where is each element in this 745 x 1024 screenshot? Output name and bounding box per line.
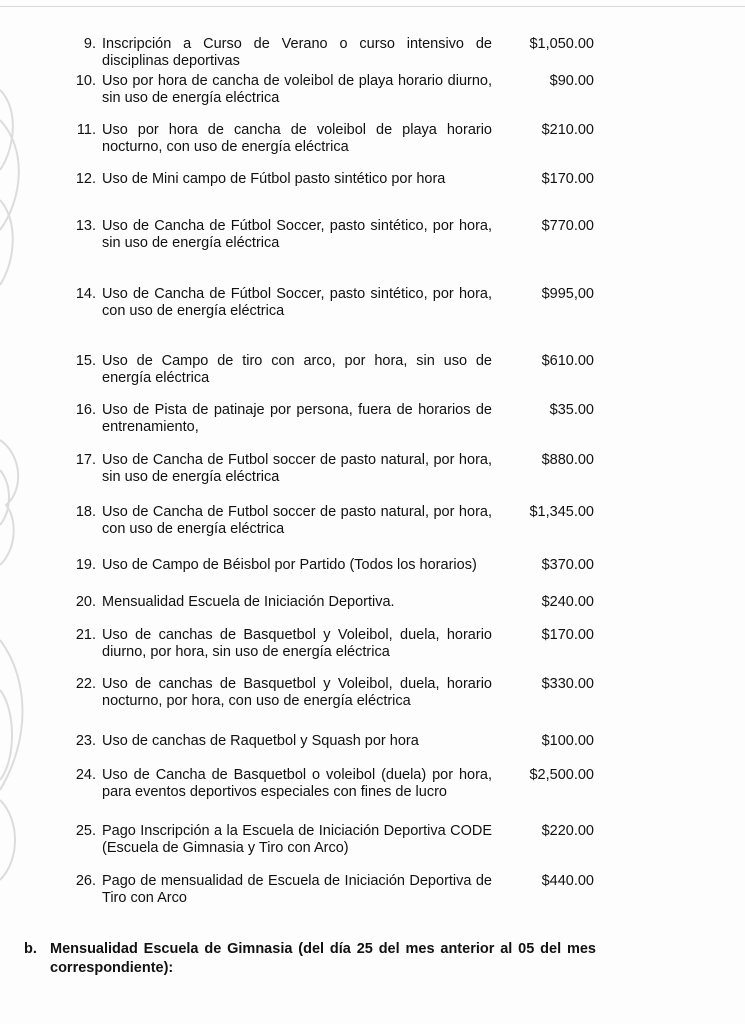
item-number: 19. xyxy=(75,557,96,573)
item-description: Uso de Cancha de Futbol soccer de pasto natural, por hora, con uso de energía eléctrica xyxy=(102,504,492,537)
item-description: Uso de Campo de tiro con arco, por hora, sin uso de energía eléctrica xyxy=(102,353,492,386)
item-price: $1,345.00 xyxy=(529,504,594,520)
item-number: 23. xyxy=(75,733,96,749)
item-description: Uso por hora de cancha de voleibol de playa horario nocturno, con uso de energía eléctrica xyxy=(102,122,492,155)
item-number: 15. xyxy=(75,353,96,369)
item-description: Mensualidad Escuela de Iniciación Deportiva. xyxy=(102,594,395,610)
item-price: $2,500.00 xyxy=(529,767,594,783)
item-price: $90.00 xyxy=(549,73,594,89)
item-number: 9. xyxy=(83,36,96,52)
item-description: Uso de Cancha de Fútbol Soccer, pasto sintético, por hora, sin uso de energía eléctrica xyxy=(102,218,492,251)
item-price: $610.00 xyxy=(541,353,594,369)
item-description: Pago Inscripción a la Escuela de Iniciación Deportiva CODE (Escuela de Gimnasia y Tiro con Arco) xyxy=(102,823,492,856)
top-rule xyxy=(0,6,745,7)
item-description: Uso de canchas de Basquetbol y Voleibol, duela, horario diurno, por hora, sin uso de energía eléctrica xyxy=(102,627,492,660)
item-price: $100.00 xyxy=(541,733,594,749)
item-description: Uso de Cancha de Futbol soccer de pasto natural, por hora, sin uso de energía eléctrica xyxy=(102,452,492,485)
item-price: $995,00 xyxy=(541,286,594,302)
item-price: $880.00 xyxy=(541,452,594,468)
item-number: 14. xyxy=(75,286,96,302)
item-description: Uso de Cancha de Fútbol Soccer, pasto sintético, por hora, con uso de energía eléctrica xyxy=(102,286,492,319)
item-price: $35.00 xyxy=(549,402,594,418)
item-price: $170.00 xyxy=(541,627,594,643)
item-description: Uso de Pista de patinaje por persona, fuera de horarios de entrenamiento, xyxy=(102,402,492,435)
item-number: 18. xyxy=(75,504,96,520)
item-number: 16. xyxy=(75,402,96,418)
item-number: 25. xyxy=(75,823,96,839)
item-number: 13. xyxy=(75,218,96,234)
item-price: $240.00 xyxy=(541,594,594,610)
item-description: Uso de canchas de Basquetbol y Voleibol, duela, horario nocturno, por hora, con uso de energía eléctrica xyxy=(102,676,492,709)
item-number: 21. xyxy=(75,627,96,643)
item-number: 10. xyxy=(75,73,96,89)
item-description: Uso por hora de cancha de voleibol de playa horario diurno, sin uso de energía eléctrica xyxy=(102,73,492,106)
item-description: Pago de mensualidad de Escuela de Iniciación Deportiva de Tiro con Arco xyxy=(102,873,492,906)
item-price: $170.00 xyxy=(541,171,594,187)
item-description: Inscripción a Curso de Verano o curso intensivo de disciplinas deportivas xyxy=(102,36,492,69)
item-number: 22. xyxy=(75,676,96,692)
item-price: $770.00 xyxy=(541,218,594,234)
item-number: 20. xyxy=(75,594,96,610)
item-price: $370.00 xyxy=(541,557,594,573)
item-number: 26. xyxy=(75,873,96,889)
section-title: Mensualidad Escuela de Gimnasia (del día 25 del mes anterior al 05 del mes correspondiente): xyxy=(50,941,596,976)
item-number: 11. xyxy=(76,122,96,138)
item-description: Uso de canchas de Raquetbol y Squash por hora xyxy=(102,733,419,749)
item-price: $440.00 xyxy=(541,873,594,889)
item-description: Uso de Mini campo de Fútbol pasto sintético por hora xyxy=(102,171,446,187)
item-price: $330.00 xyxy=(541,676,594,692)
item-number: 24. xyxy=(75,767,96,783)
item-price: $1,050.00 xyxy=(529,36,594,52)
item-description: Uso de Cancha de Basquetbol o voleibol (duela) por hora, para eventos deportivos especiales con fines de lucro xyxy=(102,767,492,800)
item-number: 17. xyxy=(75,452,96,468)
item-description: Uso de Campo de Béisbol por Partido (Todos los horarios) xyxy=(102,557,477,573)
item-price: $210.00 xyxy=(541,122,594,138)
item-number: 12. xyxy=(75,171,96,187)
section-letter: b. xyxy=(24,941,37,957)
item-price: $220.00 xyxy=(541,823,594,839)
